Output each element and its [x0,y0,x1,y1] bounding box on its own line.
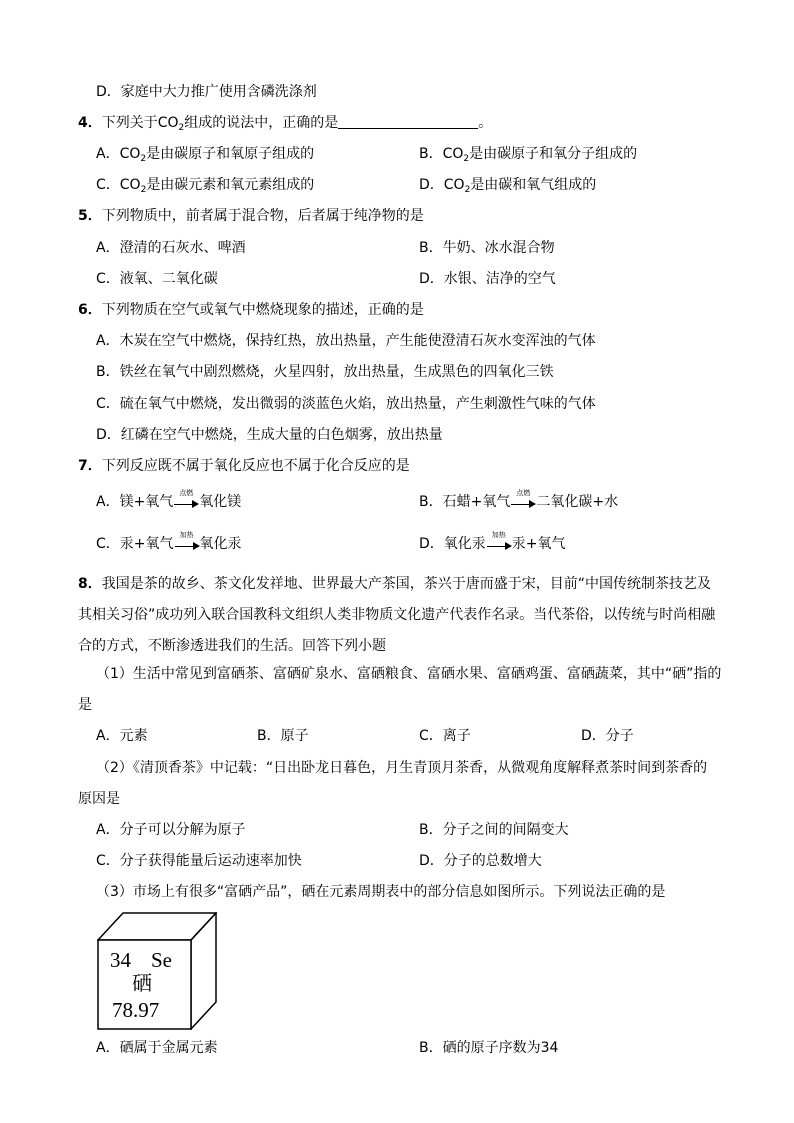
question-5: 5．下列物质中，前者属于混合物，后者属于纯净物的是 [78,208,424,224]
s2-option-a: A．分子可以分解为原子 [96,822,246,838]
q4-text-2: 组成的说法中，正确的是 [184,115,339,131]
q7-option-c: C．汞+氧气 加热 氧化汞 [96,531,242,552]
q6-option-c: C．硫在氧气中燃烧，发出微弱的淡蓝色火焰，放出热量，产生刺激性气味的气体 [96,396,596,412]
question-number: 5． [78,208,102,224]
q7-option-d: D．氧化汞 加热 汞+氧气 [419,531,566,552]
reaction-arrow: 点燃 [510,492,536,512]
answer-blank[interactable] [338,114,478,129]
question-number: 4． [78,115,102,131]
q6-option-a: A．木炭在空气中燃烧，保持红热，放出热量，产生能使澄清石灰水变浑浊的气体 [96,333,596,349]
reaction-arrow: 点燃 [173,492,199,512]
q3-option-d: D．家庭中大力推广使用含磷洗涤剂 [96,84,317,100]
element-name: 硒 [132,973,152,995]
q5-option-d: D．水银、洁净的空气 [419,271,556,287]
s3-option-a: A．硒属于金属元素 [96,1040,218,1056]
s2-option-d: D．分子的总数增大 [419,853,542,869]
s1-option-b: B．原子 [257,728,309,744]
element-symbol: Se [151,948,172,972]
q8-text-line-3: 合的方式，不断渗透进我们的生活。回答下列小题 [78,638,386,654]
q7-option-b: B．石蜡+氧气 点燃 二氧化碳+水 [419,489,619,510]
q4-end: 。 [478,115,493,131]
atomic-mass: 78.97 [112,998,160,1022]
sub-question-1-line-2: 是 [78,697,92,713]
q4-text: 下列关于CO [101,115,179,131]
s2-option-b: B．分子之间的间隔变大 [419,822,569,838]
question-8: 8．我国是茶的故乡、茶文化发祥地、世界最大产茶国，茶兴于唐而盛于宋，目前“中国传统制茶技艺及 [78,576,712,592]
sub-question-3: （3）市场上有很多“富硒产品”，硒在元素周期表中的部分信息如图所示。下列说法正确的是 [96,884,666,900]
atomic-number: 34 [110,948,131,972]
q4-option-c: C．$CO_2$是由碳元素和氧元素组成的 [96,177,315,195]
q5-option-a: A．澄清的石灰水、啤酒 [96,240,246,256]
s3-option-b: B．硒的原子序数为34 [419,1040,559,1056]
q6-option-d: D．红磷在空气中燃烧，生成大量的白色烟雾，放出热量 [96,427,443,443]
question-number: 8． [78,576,102,592]
s1-option-a: A．元素 [96,728,148,744]
q6-option-b: B．铁丝在氧气中剧烈燃烧，火星四射，放出热量，生成黑色的四氧化三铁 [96,364,554,380]
sub-question-2-line-2: 原因是 [78,791,120,807]
q4-option-d: D．$CO_2$是由碳和氧气组成的 [419,177,597,195]
q5-option-b: B．牛奶、冰水混合物 [419,240,555,256]
selenium-element-box [97,912,217,1030]
s1-option-d: D．分子 [581,728,634,744]
sub-question-1: （1）生活中常见到富硒茶、富硒矿泉水、富硒粮食、富硒水果、富硒鸡蛋、富硒蔬菜，其中“硒”指的 [96,666,722,682]
q4-option-a: A．$CO_2$是由碳原子和氧原子组成的 [96,146,315,164]
question-number: 7． [78,458,102,474]
q5-option-c: C．液氧、二氧化碳 [96,271,218,287]
question-7: 7．下列反应既不属于氧化反应也不属于化合反应的是 [78,458,410,474]
q4-option-b: B．$CO_2$是由碳原子和氧分子组成的 [419,146,638,164]
s2-option-c: C．分子获得能量后运动速率加快 [96,853,302,869]
sub-question-2: （2）《清顶香茶》中记载：“日出卧龙日暮色，月生青顶月茶香，从微观角度解释煮茶时间到茶香的 [96,760,708,776]
question-number: 6． [78,302,102,318]
question-6: 6．下列物质在空气或氧气中燃烧现象的描述，正确的是 [78,302,424,318]
q8-text-line-2: 其相关习俗”成功列入联合国教科文组织人类非物质文化遗产代表作名录。当代茶俗，以传统与时尚相融 [78,607,716,623]
subscript: 2 [178,123,185,133]
question-4 [78,113,492,133]
s1-option-c: C．离子 [419,728,471,744]
reaction-arrow: 加热 [174,534,200,554]
q7-option-a: A．镁+氧气 点燃 氧化镁 [96,489,242,510]
reaction-arrow: 加热 [486,534,512,554]
